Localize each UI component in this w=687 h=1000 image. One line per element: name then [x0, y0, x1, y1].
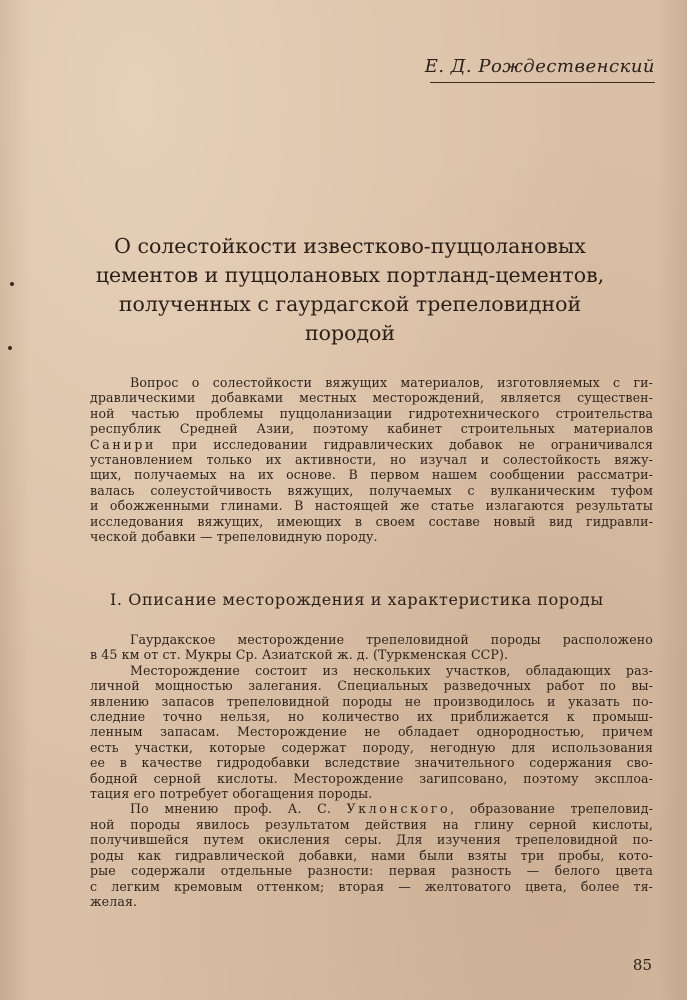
body-paragraphs — [90, 632, 653, 909]
text-line: дравлическими добавками местных месторождений, является существен- — [90, 390, 653, 406]
text-line: личной мощностью залегания. Специальных разведочных работ по вы- — [90, 678, 653, 694]
text-line: бодной серной кислоты. Месторождение загипсовано, поэтому эксплоа- — [90, 770, 653, 786]
text-line: По мнению проф. А. С. Уклонского, образование трепеловид- — [130, 801, 653, 817]
text-line: щих, получаемых на их основе. В первом нашем сообщении рассматри- — [90, 467, 653, 483]
author-name: Е. Д. Рождественский — [424, 56, 655, 77]
title-line: полученных с гаурдагской трепеловидной — [118, 292, 582, 316]
section-heading: I. Описание месторождения и характеристика породы — [110, 590, 604, 609]
text-line: ческой добавки — трепеловидную породу. — [90, 529, 378, 545]
text-line: в 45 км от ст. Мукры Ср. Азиатской ж. д. (Туркменская ССР). — [90, 647, 509, 663]
title-line: О солестойкости известково-пуццолановых — [114, 234, 586, 258]
text-line: тация его потребует обогащения породы. — [90, 786, 373, 802]
author-header — [424, 52, 655, 83]
text-line: Санири при исследовании гидравлических добавок не ограничивался — [90, 436, 653, 452]
text-line: ее в качестве гидродобавки вследствие значительного содержания сво- — [90, 755, 653, 771]
text-line: рые содержали отдельные разности: первая разность — белого цвета — [90, 863, 653, 879]
text-line: установлением только их активности, но изучал и солестойкость вяжу- — [90, 452, 653, 468]
text-line: Месторождение состоит из нескольких участков, обладающих раз- — [130, 662, 653, 678]
binding-hole — [10, 282, 14, 286]
text-line: ленным запасам. Месторождение не обладает однородностью, причем — [90, 724, 653, 740]
text-line: явлению запасов трепеловидной породы не производилось и указать по- — [90, 693, 653, 709]
text-line: ной породы явилось результатом действия на глину серной кислоты, — [90, 816, 653, 832]
text-line: республик Средней Азии, поэтому кабинет строительных материалов — [90, 421, 653, 437]
text-line: и обожженными глинами. В настоящей же статье излагаются результаты — [90, 498, 653, 514]
title-line: породой — [304, 321, 396, 345]
page-number: 85 — [632, 956, 652, 974]
text-line: роды как гидравлической добавки, нами были взяты три пробы, кото- — [90, 847, 653, 863]
text-line: валась солеустойчивость вяжущих, получаемых с вулканическим туфом — [90, 482, 653, 498]
title-line: цементов и пуццолановых портланд-цементов, — [95, 263, 605, 287]
intro-paragraph — [90, 375, 653, 544]
article-title — [80, 232, 620, 348]
binding-hole — [8, 346, 12, 350]
text-line: ной частью проблемы пуццоланизации гидротехнического строительства — [90, 405, 653, 421]
text-line: желая. — [90, 893, 138, 909]
text-line: с легким кремовым оттенком; вторая — желтоватого цвета, более тя- — [90, 878, 653, 894]
text-line: получившейся путем окисления серы. Для изучения трепеловидной по- — [90, 832, 653, 848]
text-line: исследования вяжущих, имеющих в своем составе новый вид гидравли- — [90, 513, 653, 529]
text-line: Вопрос о солестойкости вяжущих материалов, изготовляемых с ги- — [130, 375, 653, 390]
text-line: следние точно нельзя, но количество их приближается к промыш- — [90, 709, 653, 725]
text-line: есть участки, которые содержат породу, негодную для использования — [90, 739, 653, 755]
text-line: Гаурдакское месторождение трепеловидной породы расположено — [130, 632, 653, 647]
